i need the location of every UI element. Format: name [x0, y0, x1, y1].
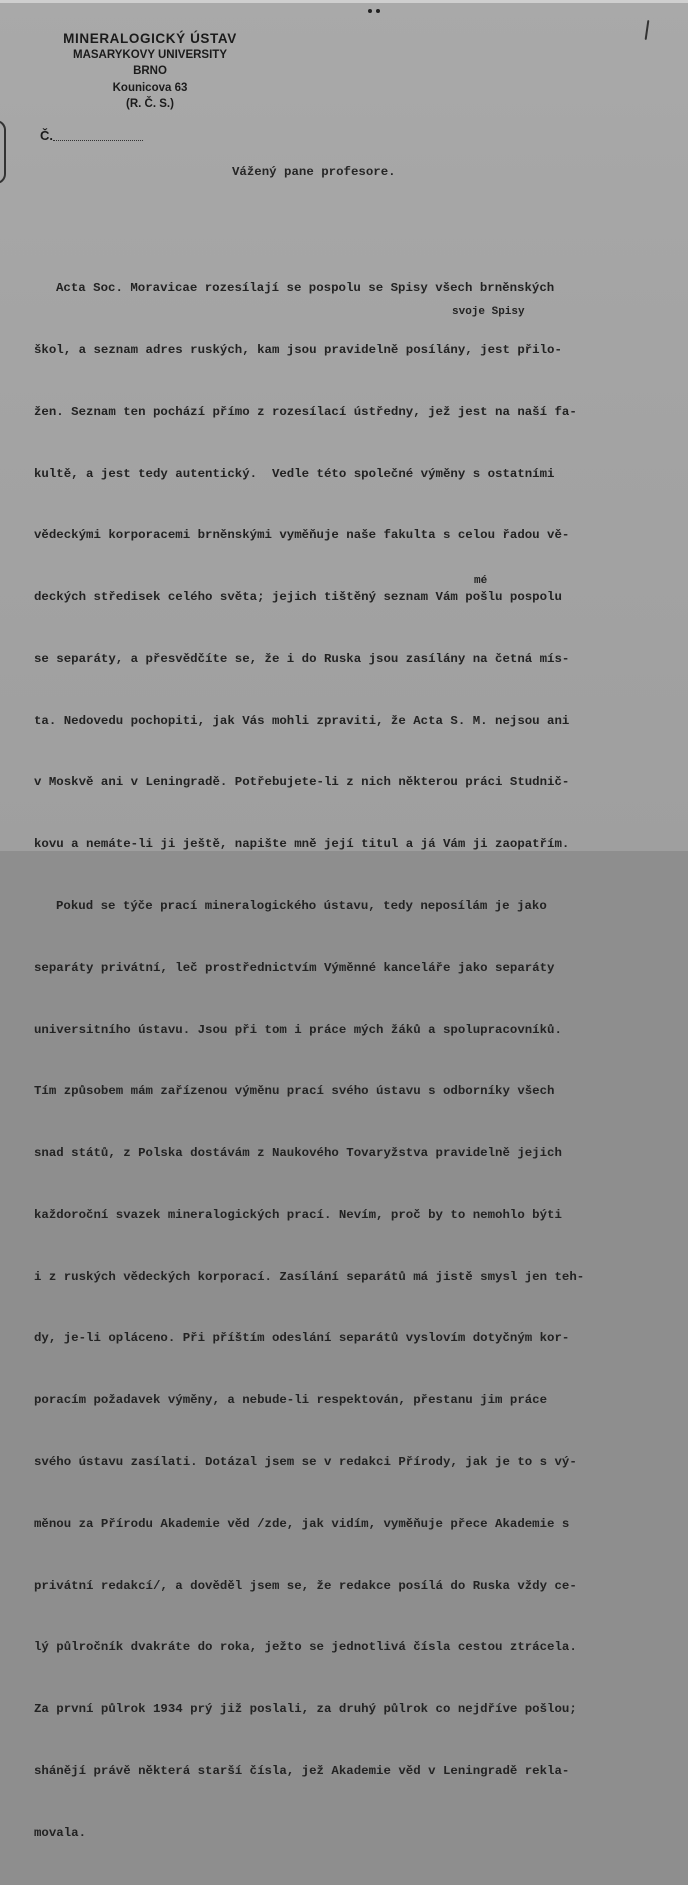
body-line: privátní redakcí/, a dověděl jsem se, že redakce posílá do Ruska vždy ce- [34, 1578, 577, 1593]
ink-dot [368, 9, 372, 13]
ink-dots [368, 8, 384, 14]
ink-dot [376, 9, 380, 13]
body-line: kultě, a jest tedy autentický. Vedle této společné výměny s ostatními [34, 466, 555, 481]
body-line: snad států, z Polska dostávám z Naukového Tovaryžstva pravidelně jejich [34, 1146, 562, 1161]
body-line: vědeckými korporacemi brněnskými vyměňuje naše fakulta s celou řadou vě- [34, 528, 570, 543]
body-line: se separáty, a přesvědčíte se, že i do Ruska jsou zasílány na četná mís- [34, 651, 570, 666]
body-line: svého ústavu zasílati. Dotázal jsem se v redakci Přírody, jak je to s vý- [34, 1455, 577, 1470]
body-line: kovu a nemáte-li ji ještě, napište mně její titul a já Vám ji zaopatřím. [34, 837, 570, 852]
scan-edge [0, 0, 688, 3]
body-line: Acta Soc. Moravicae rozesílají se pospolu se Spisy všech brněnských [56, 281, 555, 296]
body-line: deckých středisek celého světa; jejich tištěný seznam Vám pošlu pospolu [34, 590, 562, 605]
body-line: každoroční svazek mineralogických prací. Nevím, proč by to nemohlo býti [34, 1207, 562, 1222]
letterhead-institute: MINERALOGICKÝ ÚSTAV [63, 31, 237, 46]
handwritten-insertion: mé [474, 575, 488, 587]
body-line: universitního ústavu. Jsou při tom i práce mých žáků a spolupracovníků. [34, 1022, 562, 1037]
body-line: dy, je-li opláceno. Při příštím odeslání separátů vyslovím dotyčným kor- [34, 1331, 570, 1346]
body-line: poracím požadavek výměny, a nebude-li respektován, přestanu jim práce [34, 1393, 548, 1408]
body-line: movala. [34, 1825, 87, 1840]
body-line: škol, a seznam adres ruských, kam jsou pravidelně posílány, jest přilo- [34, 342, 562, 357]
binding-hole-mark [0, 120, 6, 184]
body-line: Tím způsobem mám zařízenou výměnu prací svého ústavu s odborníky všech [34, 1084, 555, 1099]
body-line: Pokud se týče prací mineralogického ústavu, tedy neposílám je jako [56, 899, 547, 913]
body-line: ta. Nedovedu pochopiti, jak Vás mohli zpraviti, že Acta S. M. nejsou ani [34, 713, 570, 728]
body-line: žen. Seznam ten pochází přímo z rozesílací ústředny, jež jest na naší fa- [34, 404, 577, 419]
body-line: i z ruských vědeckých korporací. Zasílání separátů má jistě smysl jen teh- [34, 1269, 585, 1284]
body-line: shánějí právě některá starší čísla, jež Akademie věd v Leningradě rekla- [34, 1763, 570, 1778]
handwritten-page-mark [645, 20, 650, 40]
letterhead-street: Kounicova 63 [112, 82, 188, 94]
body-line: Za první půlrok 1934 prý již poslali, za druhý půlrok co nejdříve pošlou; [34, 1702, 577, 1717]
body-line: lý půlročník dvakráte do roka, ježto se jednotlivá čísla cestou ztrácela. [34, 1640, 577, 1655]
letterhead [30, 30, 270, 112]
letter-body [34, 237, 682, 1885]
body-line: měnou za Přírodu Akademie věd /zde, jak vidím, vyměňuje přece Akademie s [34, 1516, 570, 1531]
letterhead-country: (R. Č. S.) [126, 98, 174, 110]
body-line: v Moskvě ani v Leningradě. Potřebujete-li z nich některou práci Studnič- [34, 775, 570, 790]
body-line: separáty privátní, leč prostřednictvím Výměnné kanceláře jako separáty [34, 960, 555, 975]
reference-number-label: Č. [40, 128, 53, 143]
salutation: Vážený pane profesore. [232, 165, 396, 179]
letterhead-university: MASARYKOVY UNIVERSITY [73, 49, 227, 61]
letterhead-city: BRNO [133, 65, 167, 77]
handwritten-insertion: svoje Spisy [452, 306, 525, 318]
reference-number-line [53, 140, 143, 141]
